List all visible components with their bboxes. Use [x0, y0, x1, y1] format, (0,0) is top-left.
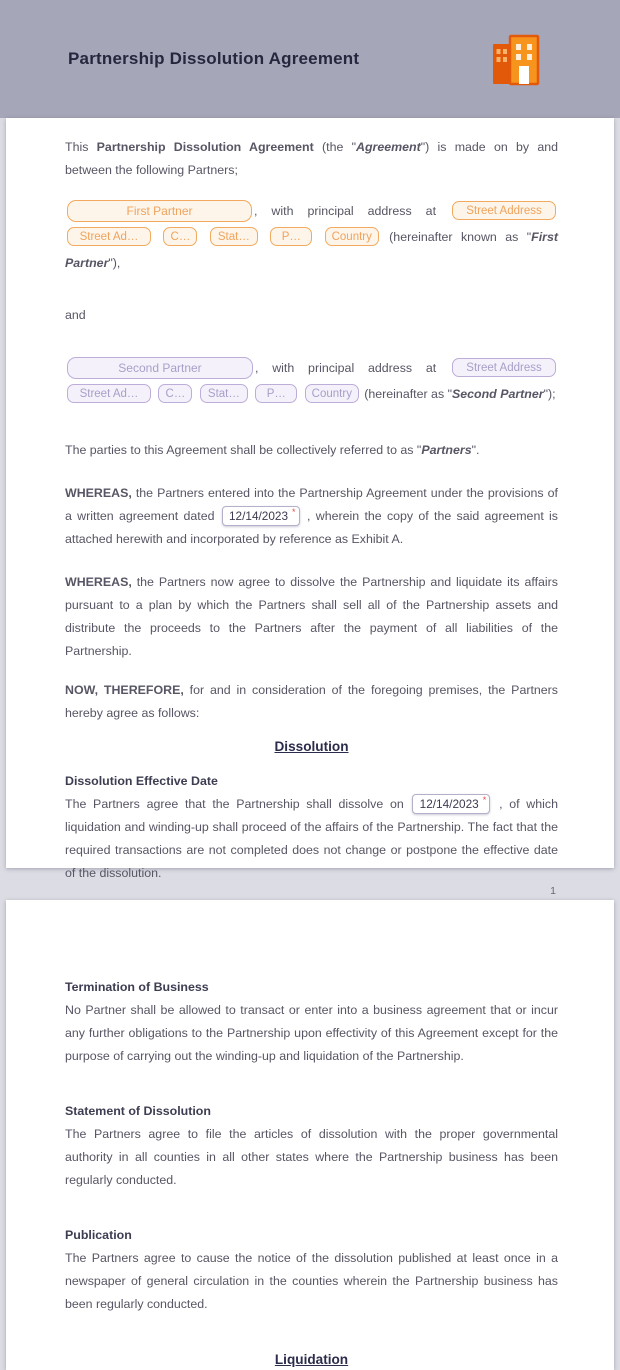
second-partner-clause — [65, 355, 558, 407]
text-run: ". — [471, 443, 480, 457]
field-placeholder: Street Ad… — [79, 387, 139, 400]
agreement-date-field[interactable] — [222, 506, 300, 526]
text-run: Partners — [421, 443, 472, 457]
publication-paragraph — [65, 1247, 558, 1316]
second-partner-postal-field[interactable] — [255, 384, 297, 403]
text-run — [194, 387, 197, 401]
text-run: and — [65, 308, 86, 322]
document-title: Partnership Dissolution Agreement — [68, 49, 360, 68]
whereas-agreement-paragraph — [65, 482, 558, 551]
text-run: ") is made on by and between the following Partners; — [65, 140, 558, 177]
publication-label: Publication — [65, 1228, 132, 1242]
text-run: The parties to this Agreement shall be collectively referred to as " — [65, 443, 422, 457]
text-run: WHEREAS, — [65, 575, 132, 589]
text-run: (hereinafter as " — [360, 387, 452, 401]
required-asterisk: * — [482, 794, 487, 805]
document-header — [0, 0, 620, 118]
first-partner-state-field[interactable] — [210, 227, 258, 246]
text-run: , with principal address at — [255, 361, 450, 375]
text-run: for and in consideration of the foregoing premises, the Partners hereby agree as follows: — [65, 683, 559, 720]
page-number: 1 — [550, 885, 556, 897]
text-run — [199, 230, 207, 244]
field-placeholder: First Partner — [126, 203, 193, 218]
field-placeholder: Second Partner — [118, 360, 202, 375]
text-run — [260, 230, 268, 244]
effective-date-paragraph — [65, 793, 558, 885]
field-placeholder: 12/14/2023 — [419, 796, 479, 811]
text-run: , of which liquidation and winding-up shall proceed of the affairs of the Partnership. The fact that the required transactions are not completed does not change or postpone the effective date of the dissolution. — [65, 797, 558, 880]
parties-paragraph — [65, 439, 558, 462]
text-run: , wherein the copy of the said agreement is attached herewith and incorporated by reference as Exhibit A. — [65, 509, 559, 546]
field-placeholder: Street Address — [466, 204, 542, 217]
text-run: , with principal address at — [254, 204, 450, 218]
and-connector — [65, 304, 558, 327]
text-run: "); — [543, 387, 556, 401]
intro-paragraph — [65, 136, 558, 182]
field-placeholder: Country — [331, 230, 372, 243]
field-placeholder: P… — [281, 230, 301, 243]
required-asterisk: * — [292, 506, 296, 517]
text-run: Second Partner — [452, 387, 544, 401]
whereas-dissolve-paragraph — [65, 571, 558, 663]
text-run: First Partner — [65, 230, 558, 270]
first-partner-country-field[interactable] — [325, 227, 379, 246]
text-run: Partnership Dissolution Agreement — [96, 140, 314, 154]
second-partner-country-field[interactable] — [305, 384, 359, 403]
termination-of-business-label: Termination of Business — [65, 980, 209, 994]
termination-paragraph — [65, 999, 558, 1068]
field-placeholder: P… — [266, 387, 286, 400]
field-placeholder: 12/14/2023 — [228, 508, 289, 523]
second-partner-street2-field[interactable] — [67, 384, 151, 403]
field-placeholder: Stat… — [207, 387, 240, 400]
text-run: Agreement — [356, 140, 421, 154]
field-placeholder: C… — [170, 230, 191, 243]
first-partner-street2-field[interactable] — [67, 227, 151, 246]
dissolution-heading: Dissolution — [274, 739, 349, 754]
text-run — [314, 230, 322, 244]
text-run — [153, 387, 156, 401]
first-partner-clause — [65, 198, 558, 276]
text-run: (the " — [313, 140, 356, 154]
liquidation-heading: Liquidation — [274, 1352, 349, 1367]
second-partner-street-field[interactable] — [452, 358, 556, 377]
text-run: "), — [108, 256, 121, 270]
building-logo-icon — [490, 32, 542, 86]
dissolution-effective-date-label: Dissolution Effective Date — [65, 774, 218, 788]
text-run: No Partner shall be allowed to transact or enter into a business agreement that or incur any further obligations to the Partnership upon effectivity of this Agreement except for the purpose of carrying out the winding-up and liquidation of the Partnership. — [65, 1003, 558, 1063]
text-run — [299, 387, 302, 401]
field-placeholder: Street Address — [466, 361, 542, 374]
first-partner-city-field[interactable] — [163, 227, 197, 246]
field-placeholder: Country — [311, 387, 352, 400]
statement-of-dissolution-label: Statement of Dissolution — [65, 1104, 211, 1118]
field-placeholder: Stat… — [217, 230, 250, 243]
page-2 — [6, 900, 614, 1370]
text-run: (hereinafter known as " — [380, 230, 532, 244]
second-partner-city-field[interactable] — [158, 384, 192, 403]
text-run: The Partners agree to cause the notice of the dissolution published at least once in a newspaper of general circulation in the counties wherein the Partnership business has been regularly conducted. — [65, 1251, 558, 1311]
first-partner-postal-field[interactable] — [270, 227, 312, 246]
now-therefore-paragraph — [65, 679, 558, 725]
field-placeholder: Street Ad… — [79, 230, 139, 243]
dissolution-date-field[interactable] — [412, 794, 490, 814]
text-run: the Partners entered into the Partnership Agreement under the provisions of a written agreement dated — [65, 486, 558, 523]
text-run: WHEREAS, — [65, 486, 132, 500]
text-run — [153, 230, 161, 244]
text-run — [250, 387, 253, 401]
second-partner-name-field[interactable] — [67, 357, 253, 379]
text-run: The Partners agree that the Partnership shall dissolve on — [65, 797, 411, 811]
page-1 — [6, 118, 614, 897]
field-placeholder: C… — [165, 387, 186, 400]
text-run: The Partners agree to file the articles of dissolution with the proper governmental authority in all counties in all other states where the Partnership business has been regularly conducted. — [65, 1127, 558, 1187]
text-run: the Partners now agree to dissolve the Partnership and liquidate its affairs pursuant to a plan by which the Partners shall sell all of the Partnership assets and distribute the proceeds to the Partners after the payment of all liabilities of the Partnership. — [65, 575, 558, 658]
first-partner-name-field[interactable] — [67, 200, 252, 222]
text-run: NOW, THEREFORE, — [65, 683, 184, 697]
second-partner-state-field[interactable] — [200, 384, 248, 403]
first-partner-street-field[interactable] — [452, 201, 556, 220]
statement-paragraph — [65, 1123, 558, 1192]
text-run: This — [65, 140, 97, 154]
